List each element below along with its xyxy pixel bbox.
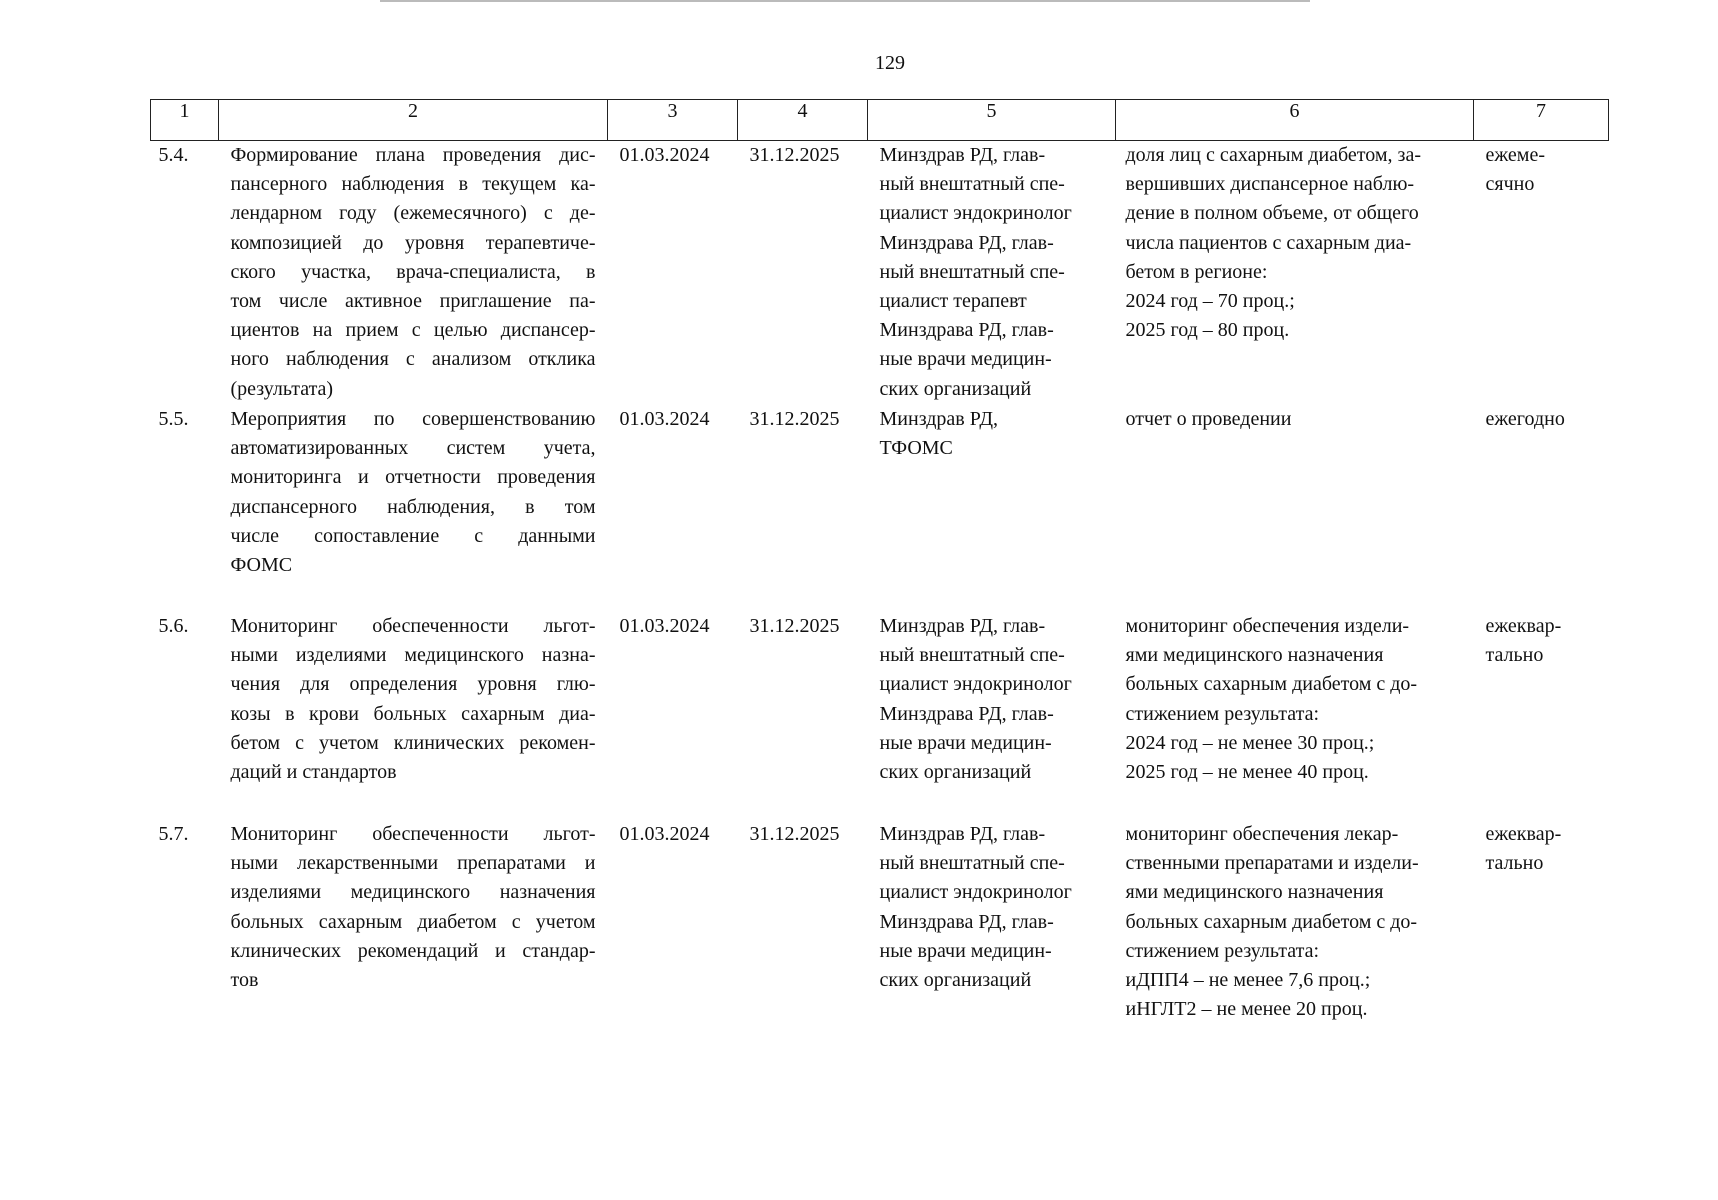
responsible-parties-line: циалист эндокринолог bbox=[879, 673, 1072, 696]
periodicity-line: тально bbox=[1485, 852, 1544, 875]
result-indicator-line: иДПП4 – не менее 7,6 проц.; bbox=[1125, 969, 1371, 992]
result-indicator-line: числа пациентов с сахарным диа- bbox=[1125, 231, 1412, 254]
responsible-parties-line: ских организаций bbox=[879, 761, 1032, 784]
activity-description-line: даций и стандартов bbox=[230, 761, 397, 784]
result-indicator-line: иНГЛТ2 – не менее 20 проц. bbox=[1125, 998, 1368, 1021]
responsible-parties-line: ный внештатный спе- bbox=[879, 260, 1065, 283]
table-row bbox=[151, 820, 1609, 1024]
result-indicator bbox=[1116, 612, 1474, 820]
periodicity-line: ежеквар- bbox=[1485, 615, 1562, 637]
responsible-parties-line: Минздрав РД, глав- bbox=[879, 144, 1046, 166]
start-date: 01.03.2024 bbox=[619, 615, 710, 637]
result-indicator-line: вершивших диспансерное наблю- bbox=[1125, 173, 1415, 196]
activity-description-line: клинических рекомендаций и стандар- bbox=[230, 939, 596, 962]
column-header: 5 bbox=[868, 100, 1116, 141]
responsible-parties-line: Минздрава РД, глав- bbox=[879, 231, 1054, 254]
responsible-parties-line: циалист эндокринолог bbox=[879, 881, 1072, 904]
start-date: 01.03.2024 bbox=[619, 144, 710, 166]
periodicity bbox=[1474, 820, 1609, 1024]
table-row bbox=[151, 141, 1609, 406]
result-indicator-line: мониторинг обеспечения лекар- bbox=[1125, 823, 1399, 845]
activity-description-line: пансерного наблюдения в текущем ка- bbox=[230, 173, 596, 196]
result-indicator-line: дение в полном объеме, от общего bbox=[1125, 202, 1419, 225]
result-indicator bbox=[1116, 405, 1474, 612]
result-indicator-line: ственными препаратами и издели- bbox=[1125, 852, 1419, 875]
activity-description-line: ФОМС bbox=[230, 554, 293, 577]
result-indicator-line: стижением результата: bbox=[1125, 939, 1320, 962]
end-date: 31.12.2025 bbox=[749, 144, 840, 166]
responsible-parties-line: циалист эндокринолог bbox=[879, 202, 1072, 225]
result-indicator-line: 2024 год – не менее 30 проц.; bbox=[1125, 731, 1375, 754]
column-header: 2 bbox=[219, 100, 608, 141]
result-indicator-line: 2025 год – 80 проц. bbox=[1125, 319, 1290, 342]
activity-description bbox=[219, 612, 608, 820]
column-header: 1 bbox=[151, 100, 219, 141]
result-indicator-line: 2024 год – 70 проц.; bbox=[1125, 290, 1295, 313]
activity-description-line: ского участка, врача-специалиста, в bbox=[230, 260, 596, 283]
activity-description-line: Мониторинг обеспеченности льгот- bbox=[230, 823, 596, 845]
responsible-parties-line: ные врачи медицин- bbox=[879, 939, 1052, 962]
activity-description-line: изделиями медицинского назначения bbox=[230, 881, 596, 904]
responsible-parties bbox=[868, 612, 1116, 820]
activity-description-line: композицией до уровня терапевтиче- bbox=[230, 231, 596, 254]
result-indicator-line: больных сахарным диабетом с до- bbox=[1125, 910, 1418, 933]
periodicity-line: сячно bbox=[1485, 173, 1535, 196]
activity-description-line: ными лекарственными препаратами и bbox=[230, 852, 596, 875]
responsible-parties-line: Минздрав РД, глав- bbox=[879, 823, 1046, 845]
activity-description-line: бетом с учетом клинических рекомен- bbox=[230, 731, 596, 754]
activity-description-line: том числе активное приглашение па- bbox=[230, 290, 596, 313]
column-header: 3 bbox=[608, 100, 738, 141]
responsible-parties-line: Минздрав РД, bbox=[879, 408, 998, 430]
responsible-parties-line: ТФОМС bbox=[879, 437, 953, 460]
result-indicator bbox=[1116, 820, 1474, 1024]
periodicity-line: ежегодно bbox=[1485, 408, 1565, 430]
column-header: 6 bbox=[1116, 100, 1474, 141]
responsible-parties-line: Минздрава РД, глав- bbox=[879, 319, 1054, 342]
result-indicator-line: отчет о проведении bbox=[1125, 408, 1292, 430]
activity-description-line: ными изделиями медицинского назна- bbox=[230, 644, 596, 667]
activity-description-line: циентов на прием с целью диспансер- bbox=[230, 319, 596, 342]
activity-description-line: Мониторинг обеспеченности льгот- bbox=[230, 615, 596, 637]
responsible-parties bbox=[868, 141, 1116, 406]
row-number: 5.5. bbox=[158, 408, 189, 430]
result-indicator-line: ями медицинского назначения bbox=[1125, 644, 1384, 667]
responsible-parties-line: ских организаций bbox=[879, 377, 1032, 400]
result-indicator-line: больных сахарным диабетом с до- bbox=[1125, 673, 1418, 696]
result-indicator-line: мониторинг обеспечения издели- bbox=[1125, 615, 1410, 637]
responsible-parties-line: циалист терапевт bbox=[879, 290, 1027, 313]
periodicity-line: ежеме- bbox=[1485, 144, 1546, 166]
column-header: 7 bbox=[1474, 100, 1609, 141]
activity-description-line: диспансерного наблюдения, в том bbox=[230, 495, 596, 518]
periodicity bbox=[1474, 141, 1609, 406]
activity-description-line: (результата) bbox=[230, 377, 334, 400]
activity-description bbox=[219, 141, 608, 406]
table-row bbox=[151, 612, 1609, 820]
responsible-parties-line: Минздрав РД, глав- bbox=[879, 615, 1046, 637]
responsible-parties bbox=[868, 405, 1116, 612]
activity-description bbox=[219, 405, 608, 612]
result-indicator-line: стижением результата: bbox=[1125, 702, 1320, 725]
table-header-row bbox=[151, 100, 1609, 141]
activity-description-line: тов bbox=[230, 969, 259, 992]
responsible-parties-line: ный внештатный спе- bbox=[879, 644, 1065, 667]
result-indicator-line: доля лиц с сахарным диабетом, за- bbox=[1125, 144, 1421, 166]
result-indicator-line: бетом в регионе: bbox=[1125, 260, 1268, 283]
activity-description-line: козы в крови больных сахарным диа- bbox=[230, 702, 596, 725]
activity-description bbox=[219, 820, 608, 1024]
start-date: 01.03.2024 bbox=[619, 823, 710, 845]
periodicity-line: тально bbox=[1485, 644, 1544, 667]
page-number: 129 bbox=[875, 52, 905, 74]
activity-description-line: чения для определения уровня глю- bbox=[230, 673, 596, 696]
activity-description-line: Формирование плана проведения дис- bbox=[230, 144, 596, 166]
periodicity bbox=[1474, 405, 1609, 612]
end-date: 31.12.2025 bbox=[749, 615, 840, 637]
end-date: 31.12.2025 bbox=[749, 408, 840, 430]
activity-description-line: ного наблюдения с анализом отклика bbox=[230, 348, 596, 371]
activity-description-line: больных сахарным диабетом с учетом bbox=[230, 910, 596, 933]
activity-description-line: числе сопоставление с данными bbox=[230, 524, 596, 547]
start-date: 01.03.2024 bbox=[619, 408, 710, 430]
activity-description-line: лендарном году (ежемесячного) с де- bbox=[230, 202, 596, 225]
activity-description-line: мониторинга и отчетности проведения bbox=[230, 466, 596, 489]
result-indicator-line: 2025 год – не менее 40 проц. bbox=[1125, 761, 1369, 784]
periodicity-line: ежеквар- bbox=[1485, 823, 1562, 845]
responsible-parties bbox=[868, 820, 1116, 1024]
row-number: 5.7. bbox=[158, 823, 189, 845]
result-indicator-line: ями медицинского назначения bbox=[1125, 881, 1384, 904]
row-number: 5.4. bbox=[158, 144, 189, 166]
responsible-parties-line: ные врачи медицин- bbox=[879, 348, 1052, 371]
periodicity bbox=[1474, 612, 1609, 820]
end-date: 31.12.2025 bbox=[749, 823, 840, 845]
plan-table bbox=[150, 99, 1609, 1024]
responsible-parties-line: Минздрава РД, глав- bbox=[879, 702, 1054, 725]
responsible-parties-line: Минздрава РД, глав- bbox=[879, 910, 1054, 933]
row-number: 5.6. bbox=[158, 615, 189, 637]
responsible-parties-line: ный внештатный спе- bbox=[879, 852, 1065, 875]
activity-description-line: автоматизированных систем учета, bbox=[230, 437, 596, 460]
activity-description-line: Мероприятия по совершенствованию bbox=[230, 408, 596, 430]
responsible-parties-line: ских организаций bbox=[879, 969, 1032, 992]
column-header: 4 bbox=[738, 100, 868, 141]
scan-top-edge bbox=[380, 0, 1310, 2]
responsible-parties-line: ный внештатный спе- bbox=[879, 173, 1065, 196]
table-row bbox=[151, 405, 1609, 612]
responsible-parties-line: ные врачи медицин- bbox=[879, 731, 1052, 754]
result-indicator bbox=[1116, 141, 1474, 406]
